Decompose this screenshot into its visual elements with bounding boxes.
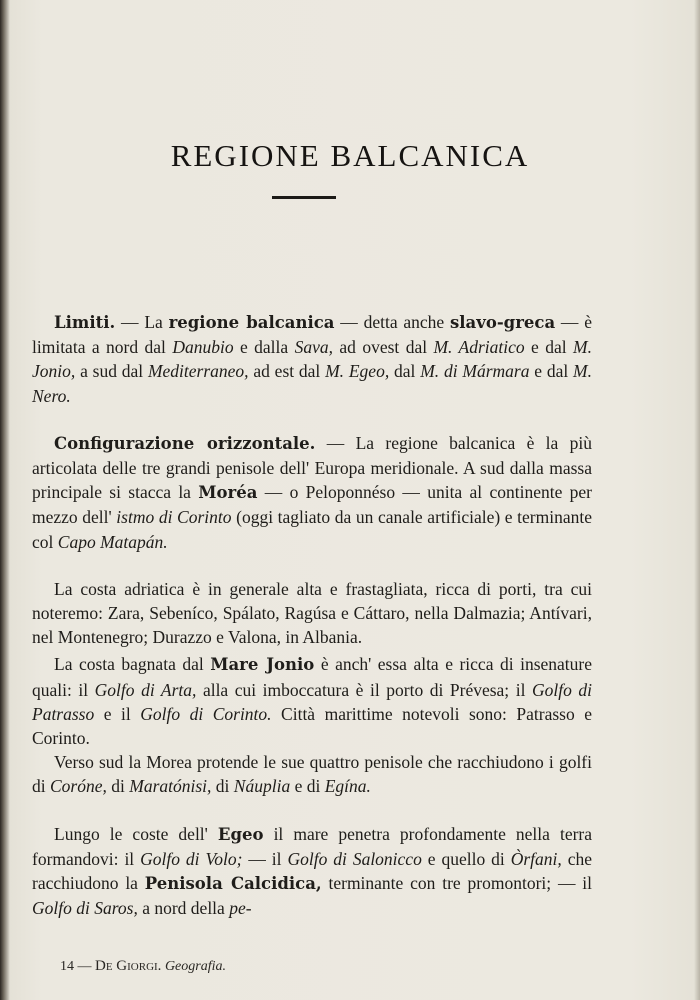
paragraph-limiti: Limiti. — La regione balcanica — detta anche slavo-greca — è limitata a nord dal Danubio e dalla Sava, ad ovest dal M. Adriatico e dal M. Jonio, a sud dal Mediterraneo, ad est dal M. Egeo, dal M. di Mármara e dal M. Nero. <box>32 312 592 406</box>
footer-author: De Giorgi. <box>95 958 162 974</box>
footer-work: Geografia. <box>164 959 226 974</box>
paragraph-morea: Verso sud la Morea protende le sue quattro penisole che racchiudono i golfi di Coróne, di Maratónisi, di Náuplia e di Egína. <box>32 752 592 797</box>
page-footer: 14 — De Giorgi. Geografia. <box>60 958 226 974</box>
paragraph-egeo: Lungo le coste dell' Egeo il mare penetra profondamente nella terra formandovi: il Golfo di Volo; — il Golfo di Salonicco e quello di Òrfani, che racchiudono la Penisola Calcidica, terminante con tre promontori; — il Golfo di Saros, a nord della pe- <box>32 823 593 919</box>
paragraph-configurazione: Configurazione orizzontale. — La regione balcanica è la più articolata delle tre grandi penisole dell' Europa meridionale. A sud dalla massa principale si stacca la Moréa — o Peloponnéso — unita al continente per mezzo dell' istmo di Corinto (oggi tagliato da un canale artificiale) e terminante col Capo Matapán. <box>32 432 593 552</box>
paragraph-costa-adriatica: La costa adriatica è in generale alta e frastagliata, ricca di porti, tra cui noteremo: Zara, Sebeníco, Spálato, Ragúsa e Cáttaro, nella Dalmazia; Antívari, nel Montenegro; Durazzo e Valona, in Albania. <box>32 578 592 648</box>
page-number: 14 <box>60 959 74 974</box>
page-body <box>32 310 592 920</box>
paragraph-costa-jonio: La costa bagnata dal Mare Jonio è anch' essa alta e ricca di insenature quali: il Golfo di Arta, alla cui imboccatura è il porto di Prévesa; il Golfo di Patrasso e il Golfo di Corinto. Città marittime notevoli sono: Patrasso e Corinto. <box>32 654 592 749</box>
title-rule <box>272 196 336 199</box>
chapter-title: REGIONE BALCANICA <box>170 138 530 173</box>
